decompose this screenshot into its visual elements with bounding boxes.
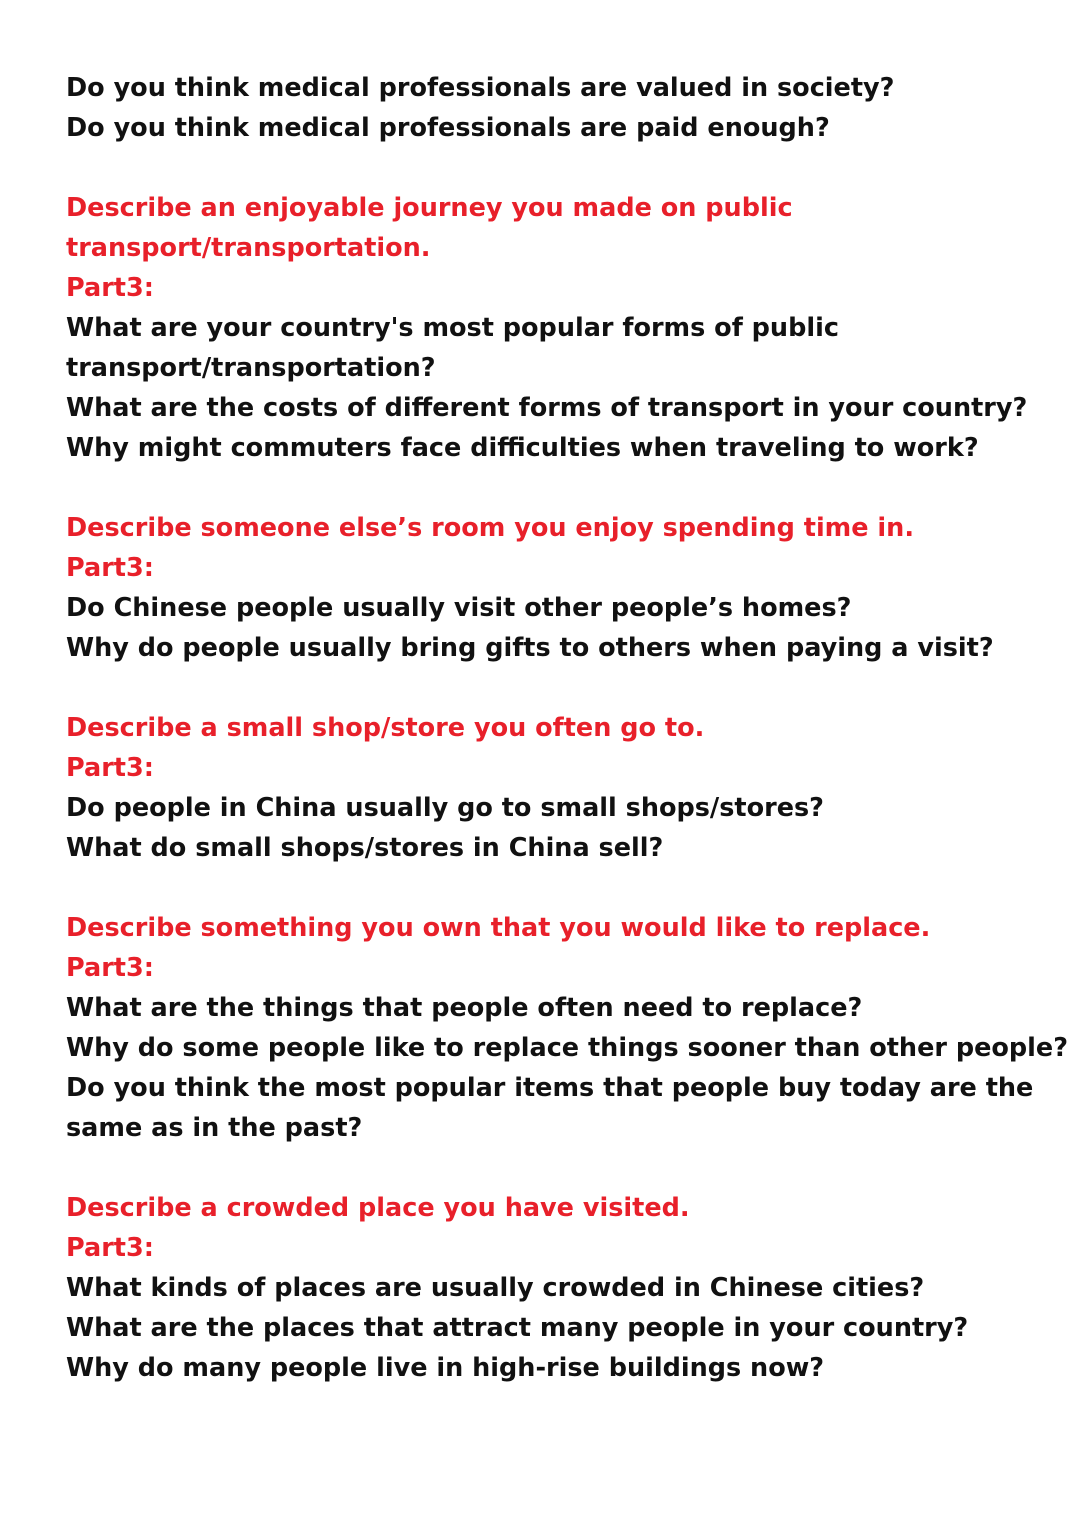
part-label: Part3: [66,273,154,303]
question-line: Why might commuters face difficulties when traveling to work? [66,433,979,463]
question-line: Do you think medical professionals are valued in society? [66,73,895,103]
part-label: Part3: [66,553,154,583]
spacer [66,148,1026,188]
question-line: same as in the past? [66,1113,363,1143]
spacer [66,668,1026,708]
document-page [66,68,1068,1388]
topic-section [66,908,1068,1148]
question-line: Do Chinese people usually visit other people’s homes? [66,593,852,623]
topic-title: Describe a small shop/store you often go to. [66,713,705,743]
spacer [66,1148,1026,1188]
intro-questions [66,68,1026,148]
question-line: Why do people usually bring gifts to others when paying a visit? [66,633,994,663]
question-line: Why do some people like to replace things sooner than other people? [66,1033,1068,1063]
part-label: Part3: [66,953,154,983]
topic-section [66,708,1026,868]
question-line: Why do many people live in high-rise buildings now? [66,1353,825,1383]
topic-title: Describe a crowded place you have visited. [66,1193,690,1223]
question-line: What are the places that attract many people in your country? [66,1313,969,1343]
question-line: What kinds of places are usually crowded in Chinese cities? [66,1273,925,1303]
question-line: Do you think the most popular items that people buy today are the [66,1073,1034,1103]
part-label: Part3: [66,1233,154,1263]
question-line: transport/transportation? [66,353,436,383]
topic-title: Describe someone else’s room you enjoy spending time in. [66,513,915,543]
topic-title: Describe something you own that you would like to replace. [66,913,931,943]
spacer [66,868,1026,908]
question-line: Do you think medical professionals are paid enough? [66,113,830,143]
topic-section [66,188,1026,468]
topic-section [66,508,1026,668]
topic-title: transport/transportation. [66,233,431,263]
topic-title: Describe an enjoyable journey you made on public [66,193,793,223]
question-line: What are the costs of different forms of transport in your country? [66,393,1028,423]
question-line: What are your country's most popular forms of public [66,313,839,343]
question-line: What do small shops/stores in China sell? [66,833,664,863]
question-line: What are the things that people often need to replace? [66,993,863,1023]
topic-section [66,1188,1026,1388]
question-line: Do people in China usually go to small shops/stores? [66,793,824,823]
part-label: Part3: [66,753,154,783]
spacer [66,468,1026,508]
